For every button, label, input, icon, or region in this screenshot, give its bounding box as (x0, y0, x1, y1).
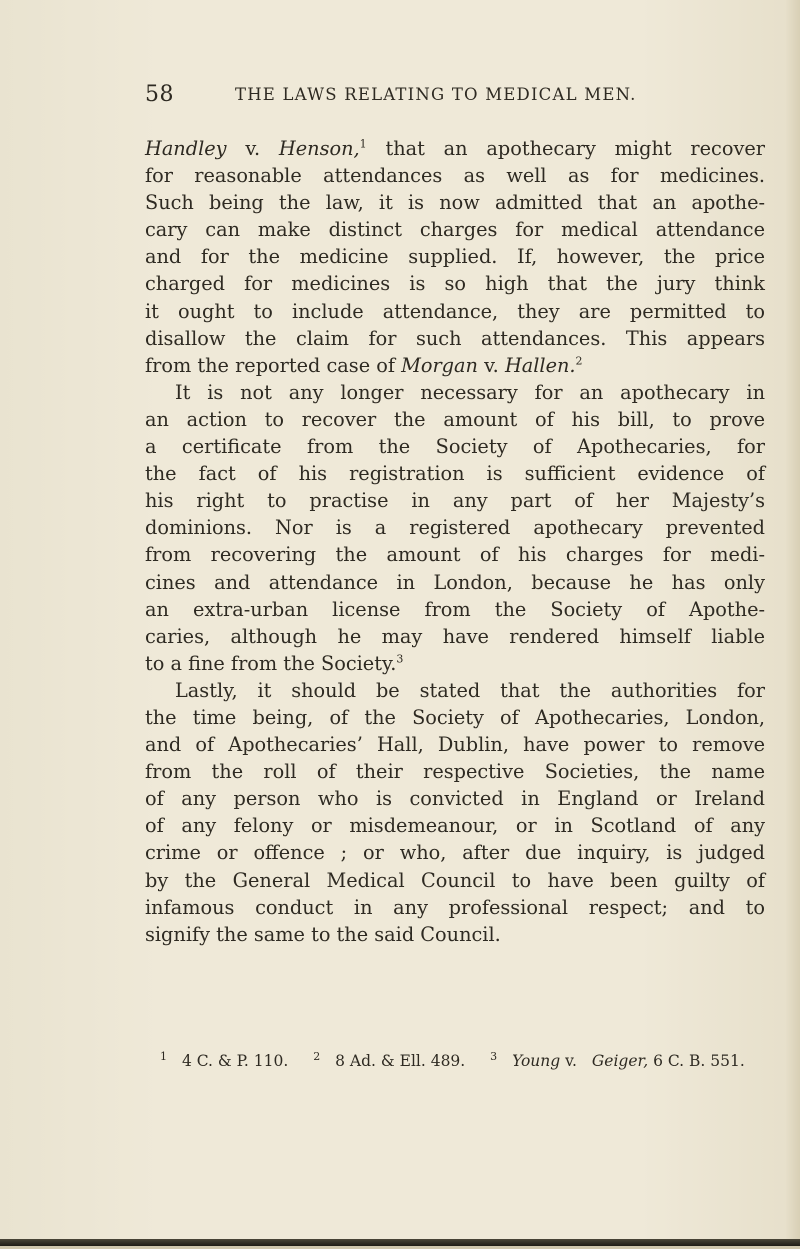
text-line: it ought to include attendance, they are permitted to (145, 299, 765, 323)
text-line: crime or offence ; or who, after due inquiry, is judged (145, 841, 765, 865)
text-line: signify the same to the said Council. (145, 922, 501, 946)
bottom-edge-divider (0, 1239, 800, 1246)
text-line: disallow the claim for such attendances. This appears (145, 326, 765, 350)
text-line: It is not any longer necessary for an apothecary in (175, 380, 765, 404)
case-versus: v. (560, 1052, 582, 1070)
case-versus: v. (477, 353, 505, 377)
text-line: the fact of his registration is sufficient evidence of (145, 462, 765, 486)
footnote-number: 2 (313, 1049, 321, 1063)
text-line: from recovering the amount of his charges for medi- (145, 543, 765, 567)
body-text (145, 135, 765, 948)
text-line: of any person who is convicted in England or Ireland (145, 787, 765, 811)
footnote-2 (313, 1049, 475, 1070)
text-line (145, 650, 765, 677)
text-line: Lastly, it should be stated that the authorities for (175, 678, 765, 702)
footnote-text: 6 C. B. 551. (648, 1052, 745, 1070)
text-span: that an apothecary might recover (366, 137, 765, 160)
text-line: a certificate from the Society of Apothecaries, for (145, 435, 765, 459)
text-line: caries, although he may have rendered himself liable (145, 624, 765, 648)
footnote-1 (160, 1049, 298, 1070)
text-line: an action to recover the amount of his bill, to prove (145, 407, 765, 431)
case-name: Henson, (278, 137, 360, 160)
text-line: charged for medicines is so high that the jury think (145, 272, 765, 296)
footnote-text: 4 C. & P. 110. (181, 1052, 289, 1070)
case-name: Hallen. (504, 353, 576, 377)
text-line: the time being, of the Society of Apothecaries, London, (145, 705, 765, 729)
text-line: his right to practise in any part of her Majesty’s (145, 489, 765, 513)
text-line: an extra-urban license from the Society of Apothe- (145, 597, 765, 621)
text-line: infamous conduct in any professional respect; and to (145, 895, 765, 919)
text-line: by the General Medical Council to have been guilty of (145, 868, 765, 892)
text-line: Such being the law, it is now admitted that an apothe- (145, 191, 765, 215)
text-line (145, 352, 765, 379)
text-line: for reasonable attendances as well as for medicines. (145, 164, 765, 188)
footnote-ref: 1 (359, 137, 367, 151)
case-name: Morgan (401, 353, 478, 377)
case-name: Young (512, 1052, 561, 1070)
footnote-ref: 2 (575, 354, 583, 368)
case-name: Handley (145, 137, 227, 160)
text-line: dominions. Nor is a registered apothecary prevented (145, 516, 765, 540)
case-name: Geiger, (591, 1052, 649, 1070)
text-line: of any felony or misdemeanour, or in Scotland of any (145, 814, 765, 838)
text-line: cary can make distinct charges for medical attendance (145, 218, 765, 242)
page-header (145, 82, 765, 112)
footnote-number: 3 (490, 1049, 498, 1063)
text-span: from the reported case of (145, 353, 402, 377)
text-line: from the roll of their respective Societies, the name (145, 760, 765, 784)
text-span: to a fine from the Society. (145, 651, 397, 675)
footnote-text: 8 Ad. & Ell. 489. (335, 1052, 466, 1070)
page-edge-shadow (786, 0, 800, 1249)
footnote-ref: 3 (396, 652, 404, 666)
page-number: 58 (145, 82, 174, 107)
text-line: cines and attendance in London, because he has only (145, 570, 765, 594)
text-line: and for the medicine supplied. If, however, the price (145, 245, 765, 269)
text-line: and of Apothecaries’ Hall, Dublin, have power to remove (145, 733, 765, 757)
footnote-number: 1 (160, 1049, 167, 1063)
footnotes (160, 1049, 780, 1070)
text-line (145, 135, 765, 162)
footnote-3 (490, 1049, 755, 1070)
running-head: THE LAWS RELATING TO MEDICAL MEN. (235, 85, 637, 104)
case-versus: v. (226, 137, 279, 160)
